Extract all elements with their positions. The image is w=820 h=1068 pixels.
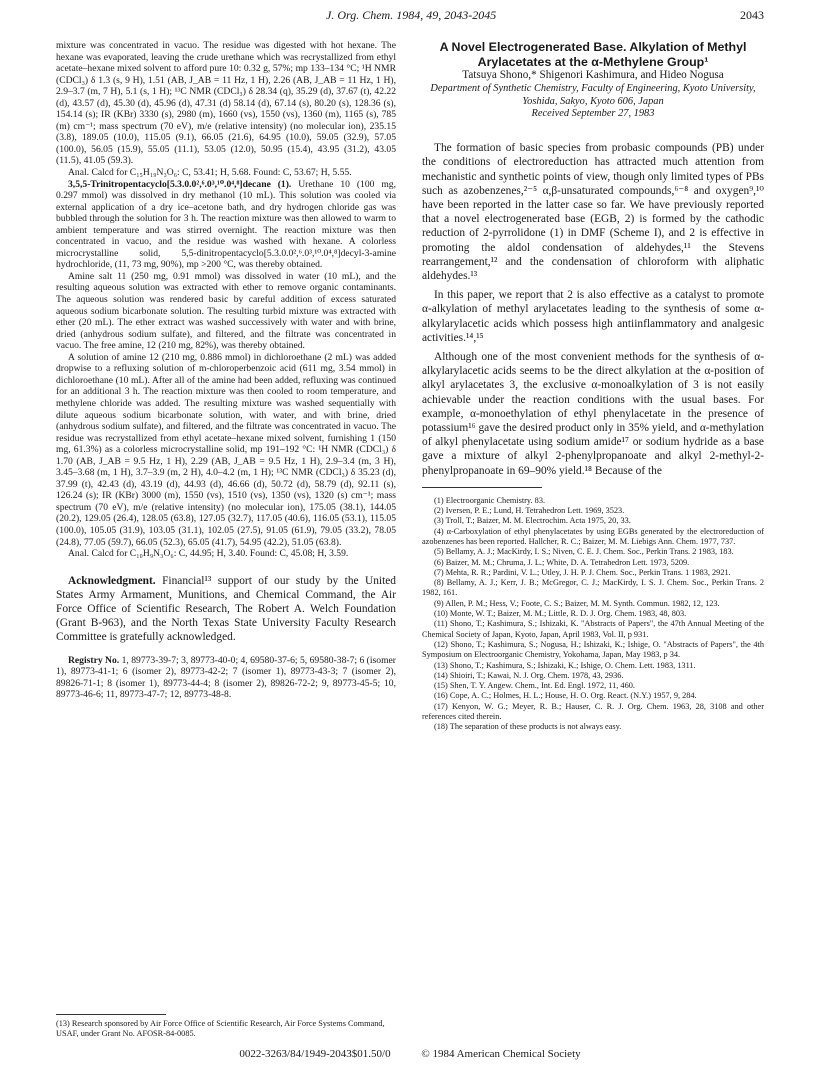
acknowledgment-text: Financial¹³ support of our study by the United States Army Armament, Munitions, and Chemical Command, the Air Force Office of Scientific Research, The Robert A. Welch Foundation (Grant B-963), and the North Texas State University Faculty Research Committee is gratefully acknowledged.: [56, 574, 396, 644]
registry-paragraph: [56, 655, 396, 701]
left-footnote-area: [56, 1014, 396, 1040]
reference-item: (4) α-Carboxylation of ethyl phenylacetates by using EGBs generated by the electroreduction of azobenzenes has been reported. Hallcher, R. C.; Baizer, M. M. Liebigs Ann. Chem. 1977, 737.: [422, 526, 764, 546]
footnote-13: (13) Research sponsored by Air Force Office of Scientific Research, Air Force Systems Command, USAF, under Grant No. AFOSR-84-0085.: [56, 1019, 385, 1039]
compound-1-text: Urethane 10 (100 mg, 0.297 mmol) was dissolved in dry methanol (10 mL). This solution was cooled via external application of a dry ice–acetone bath, and dry hydrogen chloride gas was bubbled through the solution for 3 h. The reaction mixture was then allowed to warm to ambient temperature and was stirred overnight. The reaction mixture was then concentrated in vacuo, and the residue was washed with hexane. A colorless microcrystalline solid, 5,5-dinitropentacyclo[5.3.0.0²,⁶.0³,¹⁰.0⁴,⁸]decyl-3-amine hydrochloride, (11, 73 mg, 90%), mp >200 °C, was thereby obtained.: [56, 178, 396, 271]
footer-copyright: © 1984 American Chemical Society: [421, 1048, 581, 1060]
reference-item: (3) Troll, T.; Baizer, M. M. Electrochim. Acta 1975, 20, 33.: [434, 516, 631, 526]
compound-1-heading: 3,5,5-Trinitropentacyclo[5.3.0.0²,⁶.0³,¹⁰.0⁴,⁸]decane (1).: [68, 178, 292, 190]
acknowledgment-heading: Acknowledgment.: [68, 574, 156, 587]
page-footer: [0, 1048, 820, 1060]
page-number: 2043: [740, 8, 764, 22]
reference-item: (7) Mehta, R. R.; Pardini, V. L.; Utley, J. H. P. J. Chem. Soc., Perkin Trans. 1 1983, 2921.: [434, 567, 731, 577]
reference-item: (15) Shen, T. Y. Angew. Chem., Int. Ed. Engl. 1972, 11, 460.: [434, 681, 635, 691]
acknowledgment-section: [56, 574, 396, 645]
left-column: [56, 40, 396, 701]
reference-item: (1) Electroorganic Chemistry. 83.: [434, 495, 546, 505]
right-column: [422, 40, 764, 733]
registry-heading: Registry No.: [68, 654, 120, 666]
reference-item: (6) Baizer, M. M.; Chruma, J. L.; White, D. A. Tetrahedron Lett. 1973, 5209.: [434, 557, 690, 567]
reference-item: (5) Bellamy, A. J.; MacKirdy, I. S.; Niven, C. E. J. Chem. Soc., Perkin Trans. 2 1983, 183.: [434, 547, 734, 557]
article-affiliation: Department of Synthetic Chemistry, Faculty of Engineering, Kyoto University, Yoshida, Sakyo, Kyoto 606, Japan: [430, 82, 756, 107]
body-paragraph-1: The formation of basic species from probasic compounds (PB) under the conditions of electroreduction has attracted much attention from mechanistic and synthetic points of view, though only limited types of PBs such as azobenzenes,²⁻⁵ α,β-unsaturated compounds,⁶⁻⁸ and oxygen⁹,¹⁰ have been reported in the latter case so far. We have previously reported that a novel electrogenerated base (EGB, 2) is formed by the cathodic reduction of 2-pyrrolidone (1) in DMF (Scheme I), and 2 is effective in promoting the aldol condensation of aldehydes,¹¹ the Stevens rearrangement,¹² and the condensation of chloroform with aliphatic aldehydes.¹³: [422, 142, 764, 282]
body-paragraph-3: Although one of the most convenient methods for the synthesis of α-alkylarylacetic acids seems to be the direct alkylation at the α-position of alkyl arylacetates 3, the exclusive α-monoalkylation of 3 is not easily achievable under the reaction conditions with the usual bases. For example, α-monoethylation of ethyl phenylacetate in the presence of potassium¹⁶ gave the desired product only in 35% yield, and α-methylation of alkyl phenylacetate using sodium amide¹⁷ or sodium hydride as a base gave a mixture of alkyl 2-phenylpropanoate and alkyl 2-methyl-2-phenylpropanoate in 69–90% yield.¹⁸ Because of the: [422, 350, 764, 477]
received-date: Received September 27, 1983: [531, 107, 655, 119]
references-list: [422, 496, 764, 733]
reference-item: (10) Monte, W. T.; Baizer, M. M.; Little, R. D. J. Org. Chem. 1983, 48, 803.: [434, 609, 687, 619]
references-rule: [422, 487, 542, 488]
journal-citation: J. Org. Chem. 1984, 49, 2043-2045: [326, 8, 497, 22]
registry-text: 1, 89773-39-7; 3, 89773-40-0; 4, 69580-37-6; 5, 69580-38-7; 6 (isomer 1), 89773-41-1; 6 (isomer 2), 89773-42-2; 7 (isomer 1), 89773-43-3; 7 (isomer 2), 89826-71-1; 8 (isomer 1), 89773-44-4; 8 (isomer 2), 89826-72-2; 9, 89773-45-5; 10, 89773-46-6; 11, 89773-47-7; 12, 89773-48-8.: [56, 654, 396, 701]
page-header: [56, 8, 764, 28]
article-title: A Novel Electrogenerated Base. Alkylation of Methyl Arylacetates at the α-Methylene Group¹: [439, 40, 747, 69]
compound-1-paragraph: [56, 179, 396, 271]
amine-salt-paragraph: Amine salt 11 (250 mg, 0.91 mmol) was dissolved in water (10 mL), and the resulting aqueous solution was extracted with ether to remove organic contaminants. The aqueous solution was rendered basic by careful addition of excess saturated aqueous sodium bicarbonate solution. The resulting turbid mixture was extracted with ether (20 mL). The ether extract was washed successively with water and with brine, dried (anhydrous sodium sulfate), and filtered, and the filtrate was concentrated in vacuo. The free amine, 12 (210 mg, 82%), was thereby obtained.: [56, 270, 396, 352]
footer-code: 0022-3263/84/1949-2043$01.50/0: [239, 1048, 391, 1060]
amine-oxidation-paragraph: A solution of amine 12 (210 mg, 0.886 mmol) in dichloroethane (2 mL) was added dropwise to a refluxing solution of m-chloroperbenzoic acid (611 mg, 3.54 mmol) in dichloroethane (10 mL). After all of the amine had been added, refluxing was continued for an additional 3 h. The reaction mixture was then cooled to room temperature, and methylene chloride was added. The resulting mixture was washed sequentially with dilute aqueous sodium bicarbonate solution, with water, and with brine, dried (anhydrous sodium sulfate), and filtered, and the filtrate was concentrated in vacuo. The residue was recrystallized from ethyl acetate–hexane mixed solvent, furnishing 1 (150 mg, 61.3%) as a colorless microcrystalline solid, mp 191–192 °C: ¹H NMR (CDCl₃) δ 1.70 (AB, J_AB = 9.5 Hz, 1 H), 2.29 (AB, J_AB = 9.5 Hz, 1 H), 2.9–3.4 (m, 3 H), 3.45–3.68 (m, 1 H), 3.7–3.9 (m, 2 H), 4.0–4.2 (m, 1 H); ¹³C NMR (CDCl₃) δ 35.23 (d), 37.99 (t), 42.43 (d), 43.19 (d), 44.93 (d), 46.66 (d), 50.72 (d), 58.79 (d), 92.11 (s), 126.24 (s); IR (KBr) 3000 (m), 1550 (vs), 1510 (vs), 1350 (vs), 1320 (s) cm⁻¹; mass spectrum (70 eV), m/e (relative intensity) (no molecular ion), 175.05 (38.1), 144.05 (20.2), 129.05 (26.4), 128.05 (63.8), 127.05 (32.7), 117.05 (40.6), 116.05 (53.1), 115.05 (100.0), 105.05 (31.9), 103.05 (31.1), 102.05 (27.5), 91.05 (61.9), 79.05 (33.2), 78.05 (24.8), 77.05 (59.7), 66.05 (52.3), 65.05 (41.7), 54.95 (42.2), 51.05 (63.8).: [56, 351, 396, 548]
experimental-continuation: mixture was concentrated in vacuo. The residue was digested with hot hexane. The hexane was evaporated, leaving the crude urethane which was recrystallized from ethyl acetate–hexane mixed solvent to afford pure 10: 0.32 g, 57%; mp 133–134 °C; ¹H NMR (CDCl₃) δ 1.3 (s, 9 H), 1.51 (AB, J_AB = 11 Hz, 1 H), 2.26 (AB, J_AB = 11 Hz, 1 H), 2.9–3.7 (m, 7 H), 5.1 (s, 1 H); ¹³C NMR (CDCl₃) δ 28.34 (q), 35.29 (d), 37.67 (t), 42.22 (d), 43.57 (d), 45.30 (d), 45.96 (d), 47.31 (d) 58.14 (d), 67.14 (s), 80.20 (s), 128.36 (s), 154.14 (s); IR (KBr) 3330 (s), 2980 (m), 1660 (vs), 1550 (vs), 1360 (m), 1165 (s), 785 (m) cm⁻¹; mass spectrum (70 eV), m/e (relative intensity) (no molecular ion), 235.15 (3.8), 189.05 (10.0), 115.05 (9.1), 66.05 (21.6), 64.95 (10.0), 59.05 (32.9), 57.05 (100.0), 56.05 (15.9), 55.05 (11.1), 53.05 (12.0), 50.95 (15.4), 43.95 (31.2), 43.05 (11.5), 41.05 (59.3).: [56, 40, 396, 167]
reference-item: (11) Shono, T.; Kashimura, S.; Ishizaki, K. "Abstracts of Papers", the 47th Annual Meeting of the Chemical Society of Japan, Kyoto, Japan, April 1983, Vol. II, p 931.: [422, 619, 764, 639]
reference-item: (14) Shioiri, T.; Kawai, N. J. Org. Chem. 1978, 43, 2936.: [434, 670, 624, 680]
body-paragraph-2: In this paper, we report that 2 is also effective as a catalyst to promote α-alkylation of methyl arylacetates leading to the synthesis of some α-alkylarylacetic acids which possess high antiinflammatory and analgesic activities.¹⁴,¹⁵: [422, 289, 764, 344]
analysis-2: Anal. Calcd for C₁₀H₉N₃O₆: C, 44.95; H, 3.40. Found: C, 45.08; H, 3.59.: [68, 548, 349, 560]
reference-item: (18) The separation of these products is not always easy.: [434, 722, 622, 732]
reference-item: (16) Cope, A. C.; Holmes, H. L.; House, H. O. Org. React. (N.Y.) 1957, 9, 284.: [434, 691, 697, 701]
reference-item: (2) Iversen, P. E.; Lund, H. Tetrahedron Lett. 1969, 3523.: [434, 506, 625, 516]
acknowledgment-paragraph: [56, 574, 396, 645]
reference-item: (9) Allen, P. M.; Hess, V.; Foote, C. S.; Baizer, M. M. Synth. Commun. 1982, 12, 123.: [434, 598, 720, 608]
reference-item: (13) Shono, T.; Kashimura, S.; Ishizaki, K.; Ishige, O. Chem. Lett. 1983, 1311.: [434, 660, 696, 670]
reference-item: (8) Bellamy, A. J.; Kerr, J. B.; McGregor, C. J.; MacKirdy, I. S. J. Chem. Soc., Perkin Trans. 2 1982, 161.: [422, 578, 764, 598]
article-authors: Tatsuya Shono,* Shigenori Kashimura, and Hideo Nogusa: [462, 69, 724, 81]
reference-item: (12) Shono, T.; Kashimura, S.; Nogusa, H.; Ishizaki, K.; Ishige, O. "Abstracts of Papers", the 4th Symposium on Electroorganic Chemistry, Yokohama, Japan, May 1983, p 34.: [422, 639, 764, 660]
footnote-rule: [56, 1014, 166, 1015]
reference-item: (17) Kenyon, W. G.; Meyer, R. B.; Hauser, C. R. J. Org. Chem. 1963, 28, 3108 and other references cited therein.: [422, 701, 764, 721]
article-body: [422, 141, 764, 478]
analysis-1: Anal. Calcd for C₁₅H₁₉N₃O₆: C, 53.41; H, 5.68. Found: C, 53.67; H, 5.55.: [68, 167, 352, 179]
